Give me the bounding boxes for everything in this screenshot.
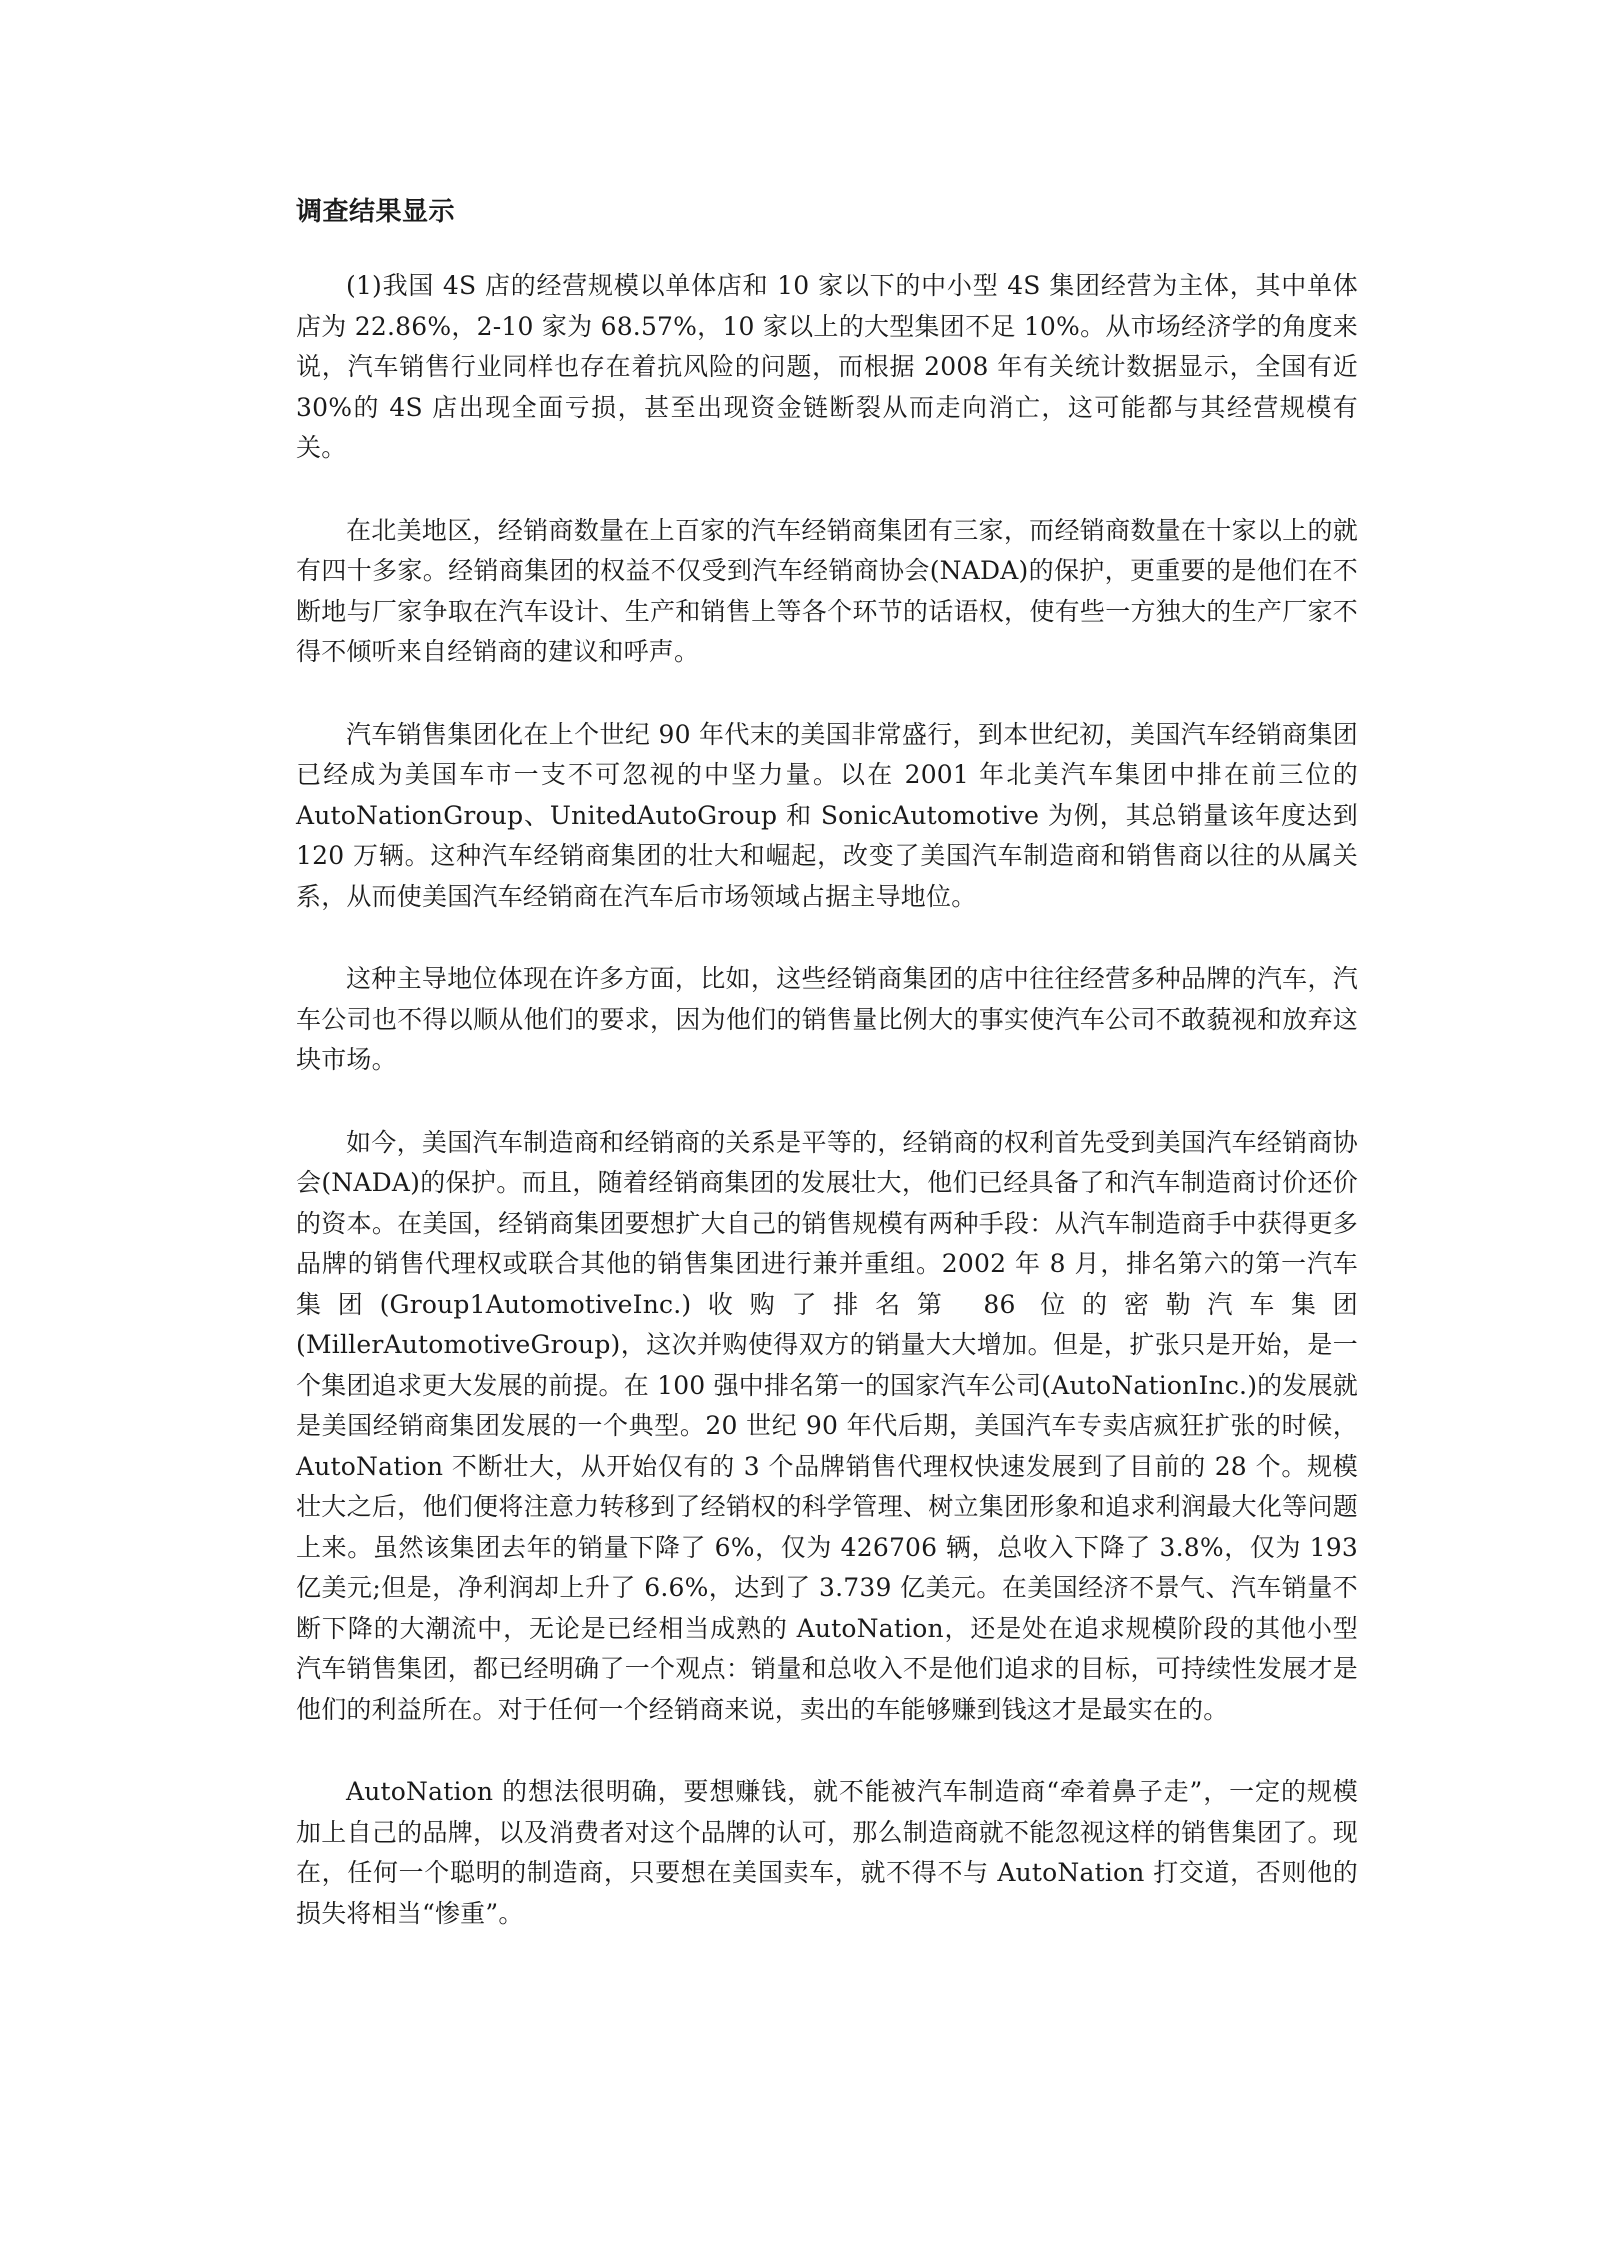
section-heading: 调查结果显示 bbox=[296, 197, 456, 227]
paragraph-dominance: 这种主导地位体现在许多方面，比如，这些经销商集团的店中往往经营多种品牌的汽车，汽车公司也不得以顺从他们的要求，因为他们的销售量比例大的事实使汽车公司不敢藐视和放弃这块市场。 bbox=[296, 964, 1358, 1074]
document-body bbox=[296, 192, 1358, 1976]
paragraph-autonation-strategy: AutoNation 的想法很明确，要想赚钱，就不能被汽车制造商“牵着鼻子走”，一定的规模加上自己的品牌，以及消费者对这个品牌的认可，那么制造商就不能忽视这样的销售集团了。现在，任何一个聪明的制造商，只要想在美国卖车，就不得不与 AutoNation 打交道，否则他的损失将相当“惨重”。 bbox=[296, 1777, 1358, 1928]
paragraph-north-america: 在北美地区，经销商数量在上百家的汽车经销商集团有三家，而经销商数量在十家以上的就有四十多家。经销商集团的权益不仅受到汽车经销商协会(NADA)的保护，更重要的是他们在不断地与厂家争取在汽车设计、生产和销售上等各个环节的话语权，使有些一方独大的生产厂家不得不倾听来自经销商的建议和呼声。 bbox=[296, 515, 1358, 666]
paragraph-autonation-history: 如今，美国汽车制造商和经销商的关系是平等的，经销商的权利首先受到美国汽车经销商协会(NADA)的保护。而且，随着经销商集团的发展壮大，他们已经具备了和汽车制造商讨价还价的资本。在美国，经销商集团要想扩大自己的销售规模有两种手段：从汽车制造商手中获得更多品牌的销售代理权或联合其他的销售集团进行兼并重组。2002 年 8 月，排名第六的第一汽车集团(Group1AutomotiveInc.)收购了排名第 86 位的密勒汽车集团(MillerAutomotiveGroup)，这次并购使得双方的销量大大增加。但是，扩张只是开始，是一个集团追求更大发展的前提。在 100 强中排名第一的国家汽车公司(AutoNationInc.)的发展就是美国经销商集团发展的一个典型。20 世纪 90 年代后期，美国汽车专卖店疯狂扩张的时候，AutoNation 不断壮大，从开始仅有的 3 个品牌销售代理权快速发展到了目前的 28 个。规模壮大之后，他们便将注意力转移到了经销权的科学管理、树立集团形象和追求利润最大化等问题上来。虽然该集团去年的销量下降了 6%，仅为 426706 辆，总收入下降了 3.8%，仅为 193 亿美元;但是，净利润却上升了 6.6%，达到了 3.739 亿美元。在美国经济不景气、汽车销量不断下降的大潮流中，无论是已经相当成熟的 AutoNation，还是处在追求规模阶段的其他小型汽车销售集团，都已经明确了一个观点：销量和总收入不是他们追求的目标，可持续性发展才是他们的利益所在。对于任何一个经销商来说，卖出的车能够赚到钱这才是最实在的。 bbox=[296, 1127, 1358, 1724]
paragraph-dealer-groups: 汽车销售集团化在上个世纪 90 年代末的美国非常盛行，到本世纪初，美国汽车经销商集团已经成为美国车市一支不可忽视的中坚力量。以在 2001 年北美汽车集团中排在前三位的 AutoNationGroup、UnitedAutoGroup 和 SonicAutomotive 为例，其总销量该年度达到 120 万辆。这种汽车经销商集团的壮大和崛起，改变了美国汽车制造商和销售商以往的从属关系，从而使美国汽车经销商在汽车后市场领域占据主导地位。 bbox=[296, 719, 1358, 911]
paragraph-4s-scale: (1)我国 4S 店的经营规模以单体店和 10 家以下的中小型 4S 集团经营为主体，其中单体店为 22.86%，2-10 家为 68.57%，10 家以上的大型集团不足 10%。从市场经济学的角度来说，汽车销售行业同样也存在着抗风险的问题，而根据 2008 年有关统计数据显示，全国有近 30%的 4S 店出现全面亏损，甚至出现资金链断裂从而走向消亡，这可能都与其经营规模有关。 bbox=[296, 271, 1358, 462]
